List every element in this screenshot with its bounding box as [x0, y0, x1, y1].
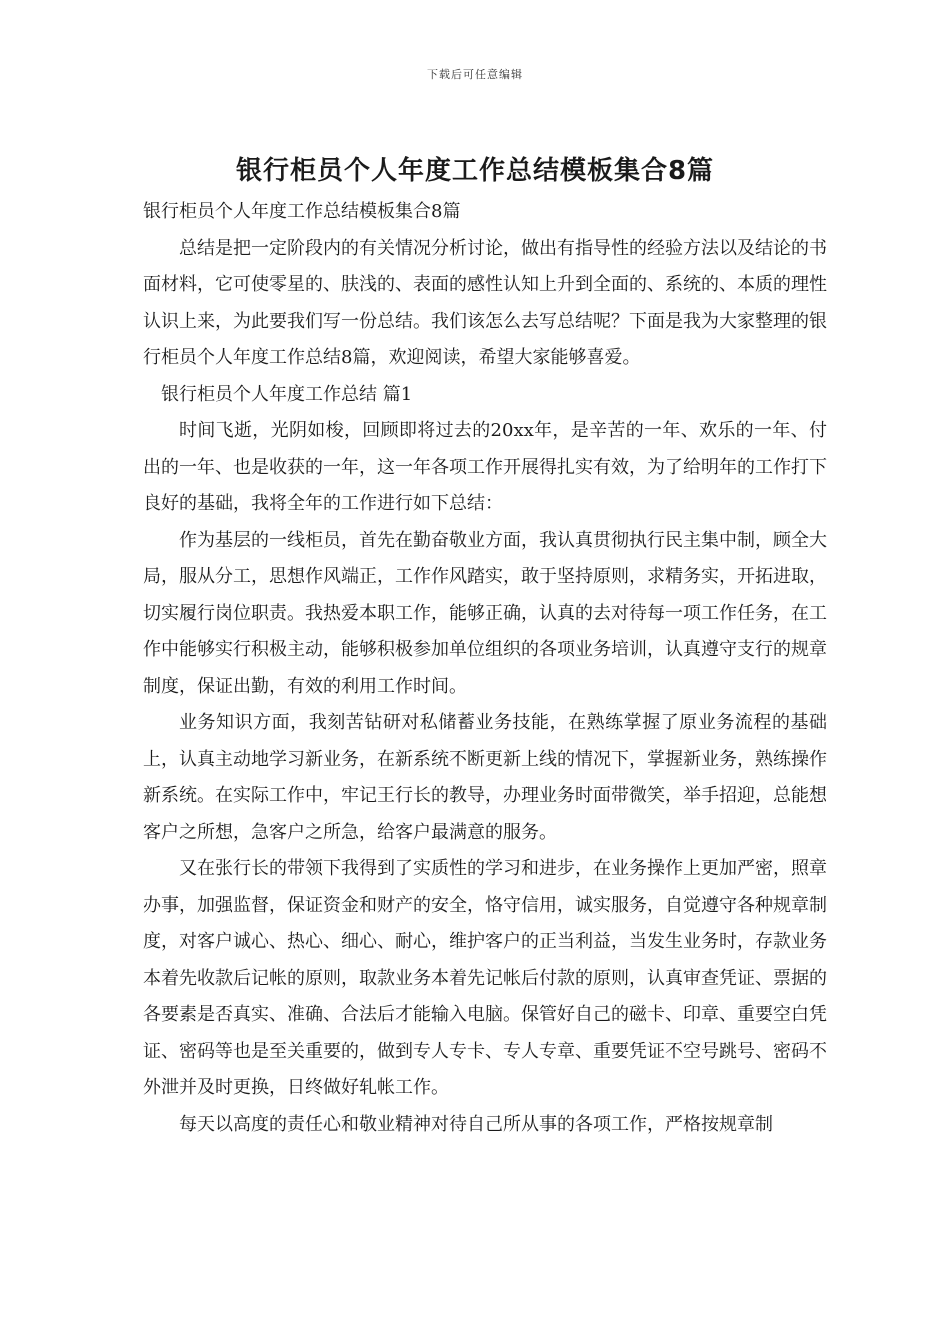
document-body — [143, 194, 827, 1143]
body-paragraph: 又在张行长的带领下我得到了实质性的学习和进步，在业务操作上更加严密，照章办事，加强监督，保证资金和财产的安全，恪守信用，诚实服务，自觉遵守各种规章制度，对客户诚心、热心、细心、耐心，维护客户的正当利益，当发生业务时，存款业务本着先收款后记帐的原则，取款业务本着先记帐后付款的原则，认真审查凭证、票据的各要素是否真实、准确、合法后才能输入电脑。保管好自己的磁卡、印章、重要空白凭证、密码等也是至关重要的，做到专人专卡、专人专章、重要凭证不空号跳号、密码不外泄并及时更换，日终做好轧帐工作。 — [143, 858, 827, 1098]
body-paragraph: 作为基层的一线柜员，首先在勤奋敬业方面，我认真贯彻执行民主集中制，顾全大局，服从分工，思想作风端正，工作作风踏实，敢于坚持原则，求精务实，开拓进取，切实履行岗位职责。我热爱本职工作，能够正确，认真的去对待每一项工作任务，在工作中能够实行积极主动，能够积极参加单位组织的各项业务培训，认真遵守支行的规章制度，保证出勤，有效的利用工作时间。 — [143, 529, 827, 697]
body-paragraph: 业务知识方面，我刻苦钻研对私储蓄业务技能，在熟练掌握了原业务流程的基础上，认真主动地学习新业务，在新系统不断更新上线的情况下，掌握新业务，熟练操作新系统。在实际工作中，牢记王行长的教导，办理业务时面带微笑，举手招迎，总能想客户之所想，急客户之所急，给客户最满意的服务。 — [143, 712, 827, 843]
document-title: 银行柜员个人年度工作总结模板集合8篇 — [235, 156, 715, 186]
section-heading: 银行柜员个人年度工作总结 篇1 — [161, 383, 413, 405]
page-header-note: 下载后可任意编辑 — [427, 68, 523, 81]
intro-paragraph: 总结是把一定阶段内的有关情况分析讨论，做出有指导性的经验方法以及结论的书面材料，它可使零星的、肤浅的、表面的感性认知上升到全面的、系统的、本质的理性认识上来，为此要我们写一份总结。我们该怎么去写总结呢？下面是我为大家整理的银行柜员个人年度工作总结8篇，欢迎阅读，希望大家能够喜爱。 — [143, 237, 827, 368]
body-paragraph: 时间飞逝，光阴如梭，回顾即将过去的20xx年，是辛苦的一年、欢乐的一年、付出的一年、也是收获的一年，这一年各项工作开展得扎实有效，为了给明年的工作打下良好的基础，我将全年的工作进行如下总结： — [143, 420, 827, 514]
body-paragraph: 每天以高度的责任心和敬业精神对待自己所从事的各项工作，严格按规章制 — [179, 1113, 773, 1135]
subtitle-line: 银行柜员个人年度工作总结模板集合8篇 — [143, 201, 461, 222]
